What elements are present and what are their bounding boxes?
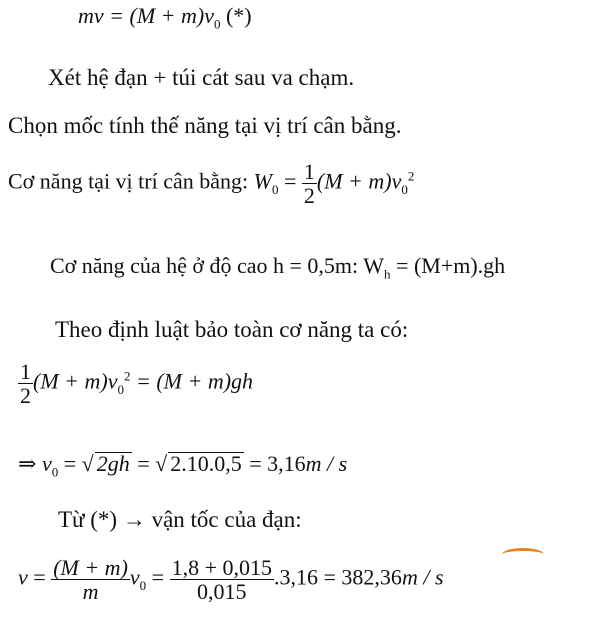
v0-subscript-5: 0 (139, 578, 147, 594)
equation-final (18, 556, 444, 603)
equation-energy-equilibrium (8, 160, 414, 207)
v0-subscript-3: 0 (117, 382, 124, 398)
text-conservation-law: Theo định luật bảo toàn cơ năng ta có: (55, 317, 409, 342)
square-exponent: 2 (407, 168, 415, 184)
unit-ms-2: m / s (401, 564, 444, 590)
equation-energy-height (50, 253, 506, 282)
mass-velocity-term-2: (M + m)v (33, 368, 118, 394)
mass-fraction-numerator: (M + m) (53, 555, 128, 580)
half-numerator-2: 1 (20, 359, 31, 384)
v-symbol-2: v (18, 564, 28, 590)
equals-sign-3: = (131, 451, 156, 476)
half-denominator: 2 (303, 183, 315, 209)
v0-subscript-4: 0 (51, 464, 59, 480)
sqrt-symbol-2: √ (155, 451, 168, 476)
energy-height-text: Cơ năng của hệ ở độ cao h = 0,5m: W (50, 253, 385, 278)
numeric-fraction (170, 556, 274, 603)
sqrt-2gh: 2gh (96, 451, 130, 476)
conservation-rhs: = (M + m)gh (130, 368, 254, 394)
v0-subscript: 0 (213, 16, 221, 32)
text-choose-reference: Chọn mốc tính thế năng tại vị trí cân bằng. (8, 113, 402, 138)
v0-subscript-2: 0 (401, 182, 408, 198)
mass-fraction-denominator: m (51, 579, 130, 603)
momentum-expression: mv = (M + m)v (78, 3, 214, 28)
sqrt-symbol: √ (81, 451, 94, 476)
equation-momentum (78, 3, 252, 32)
sqrt-numeric: 2.10.0,5 (170, 451, 242, 476)
unit-ms: m / s (305, 451, 348, 476)
w0-subscript: 0 (271, 182, 279, 198)
v0-result: = 3,16 (243, 451, 306, 476)
mass-fraction (51, 556, 130, 603)
equals-sign-5: = (146, 564, 170, 590)
text-from-star: Từ (*) → vận tốc của đạn: (58, 507, 302, 532)
equation-v0 (18, 451, 348, 480)
half-fraction (302, 160, 317, 207)
equation-conservation (18, 360, 253, 407)
numeric-fraction-denominator: 0,015 (170, 579, 274, 603)
half-numerator: 1 (303, 159, 315, 184)
equals-sign-4: = (27, 564, 52, 590)
v-symbol-3: v (129, 564, 140, 590)
orange-annotation-mark (502, 548, 544, 561)
implies-arrow: ⇒ (18, 451, 42, 476)
square-exponent-2: 2 (123, 368, 131, 384)
numeric-fraction-numerator: 1,8 + 0,015 (171, 555, 273, 580)
equation-tag: (*) (220, 3, 252, 28)
wh-subscript: h (384, 266, 391, 282)
half-denominator-2: 2 (20, 383, 31, 409)
energy-height-rhs: = (M+m).gh (390, 253, 506, 278)
final-tail: .3,16 = 382,36 (274, 564, 402, 590)
v-symbol: v (41, 451, 52, 476)
mass-velocity-term: (M + m)v (316, 168, 402, 194)
text-consider-system: Xét hệ đạn + túi cát sau va chạm. (48, 65, 355, 90)
w0-symbol: W (253, 168, 272, 194)
equals-sign-2: = (58, 451, 82, 476)
half-fraction-2 (18, 360, 33, 407)
energy-equilibrium-label: Cơ năng tại vị trí cân bằng: (8, 168, 249, 194)
equals-sign: = (278, 168, 302, 194)
